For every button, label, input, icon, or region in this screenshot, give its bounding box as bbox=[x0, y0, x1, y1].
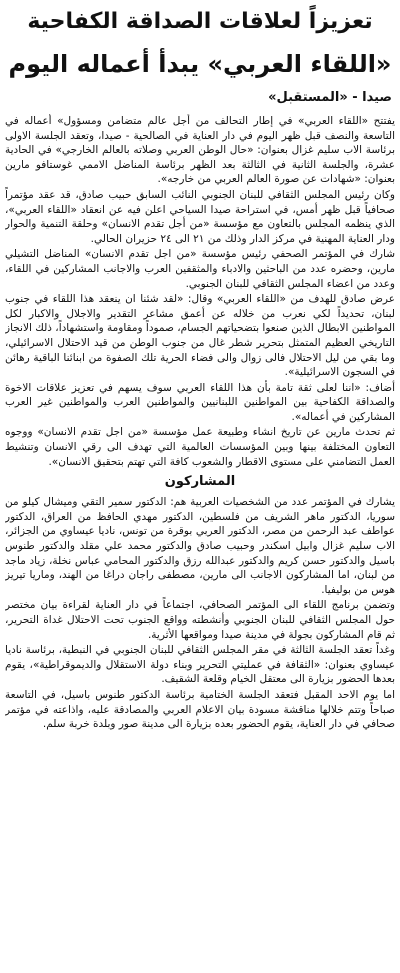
article-paragraph: اما يوم الاحد المقبل فتعقد الجلسة الختامية برئاسة الدكتور طنوس باسيل، في التاسعة صباحاً وتتم خلالها مناقشة مسودة بيان الاعلام العربي والمصادقة عليه، واذاعته في مؤتمر صحافي في دار العناية، يقوم الحضور بعده بزيارة الى مدينة صور وبلدة خربة سلم. bbox=[5, 688, 395, 731]
article-paragraph: عرض صادق للهدف من «اللقاء العربي» وقال: «لقد شئنا ان ينعقد هذا اللقاء في جنوب لبنان، تحديداً لكي نعرب من خلاله عن أعمق مشاعر التقدير والاجلال والاكبار لكل المواطنين الابطال الذين صنعوا بتضحياتهم الجسام، صموداً ومقاومة واستشهاداً، ذلك الانجاز التاريخي العظيم المتمثل بتحرير شطر غال من جنوب الوطن من قيد الاحتلال الاسرائيلي، وما بقي من ليل الاحتلال فالى زوال والى فضاء الحرية تلك الصفوة من ابنائنا الباقية رهائن في السجون الاسرائيلية». bbox=[5, 293, 395, 379]
headline: «اللقاء العربي» يبدأ أعماله اليوم bbox=[8, 50, 392, 78]
byline: صيدا - «المستقبل» bbox=[268, 90, 392, 105]
article-paragraph: وتضمن برنامج اللقاء الى المؤتمر الصحافي، اجتماعاً في دار العناية لقراءة بيان مختصر حول المجلس الثقافي للبنان الجنوبي وأنشطته وواقع الجنوب تحت الاحتلال غداة التحرير، ثم قام المشاركون بجولة في مدينة صيدا ومواقعها الأثرية. bbox=[5, 599, 395, 641]
article-paragraph: يفتتح «اللقاء العربي» في إطار التحالف من أجل عالم متضامن ومسؤول» أعماله في التاسعة والنصف قبل ظهر اليوم في دار العناية في الصالحية - صيدا، وتعقد الجلسة الاولى برئاسة الاب سليم غزال بعنوان: «حال الوطن العربي وصلاته بالعالم الخارجي» في الحادية عشرة، والجلسة الثانية في الثالثة بعد الظهر برئاسة المناضل الاممي غوستافو مارين بعنوان: «شهادات عن صورة العالم العربي من خارجه». bbox=[5, 115, 395, 186]
article-paragraph: وكان رئيس المجلس الثقافي للبنان الجنوبي النائب السابق حبيب صادق، قد عقد مؤتمراً صحافياً قبل ظهر أمس، في استراحة صيدا السياحي اعلن فيه عن انعقاد «اللقاء العربي»، الذي ينظمه المجلس بالتعاون مع مؤسسة «من أجل تقدم الانسان» وحلقة التنمية والحوار ودار العناية المهنية في مركز الدار وذلك من ٢١ الى ٢٤ حزيران الحالي. bbox=[5, 188, 395, 245]
headline-kicker: تعزيزاً لعلاقات الصداقة الكفاحية bbox=[27, 9, 373, 34]
article-paragraph: شارك في المؤتمر الصحفي رئيس مؤسسة «من اجل تقدم الانسان» المناضل التشيلي مارين، وحضره عدد من الباحثين والادباء والمثقفين العرب والاجانب المشاركين في اللقاء، وعدد من اعضاء المجلس الثقافي للبنان الجنوبي. bbox=[5, 248, 395, 290]
article-paragraph: وغداً تعقد الجلسة الثالثة في مقر المجلس الثقافي للبنان الجنوبي في النبطية، برئاسة ناديا عيساوي بعنوان: «الثقافة في عمليتي التحرير وبناء دولة الاستقلال والديموقراطية»، يقوم بعدها الحضور بزيارة الى معتقل الخيام وقلعة الشقيف. bbox=[5, 644, 395, 686]
article-paragraph: ثم تحدث مارين عن تاريخ انشاء وطبيعة عمل مؤسسة «من اجل تقدم الانسان» ووجوه التعاون المختلفة بينها وبين المؤسسات العالمية التي تهدف الى رقي الانسان وتنشيط العمل التضامني على مستوى الاقطار والشعوب كافة التي تهتم بتحقيق الانسان». bbox=[5, 426, 395, 468]
article-paragraph: يشارك في المؤتمر عدد من الشخصيات العربية هم: الدكتور سمير التقي وميشال كيلو من سوريا، الدكتور ماهر الشريف من فلسطين، الدكتور مهدي الحافظ من العراق، الدكتور عواطف عبد الرحمن من مصر، الدكتور العربي بوقرة من تونس، ناديا عيساوي من الجزائر، الاب سليم غزال وابيل اسكندر وحبيب صادق والدكتور محمد علي مقلد والدكتور طنوس باسيل والدكتور حسن كريم والدكتور عبدالله رزق والدكتور المحامي عباس نخلة، زياد ماجد من لبنان، اما المشاركون الاجانب الى مارين، مصطفى راجان دراغا من الهند، وماريا تيريز هوس من بوليفيا. bbox=[5, 496, 395, 596]
article-paragraph: أضاف: «اننا لعلى ثقة تامة بأن هذا اللقاء العربي سوف يسهم في تعزيز علاقات الاخوة والصداقة الكفاحية بين المواطنين اللبنانيين والمواطنين العرب والمواطنين غير العرب المشاركين في أعماله». bbox=[5, 381, 395, 423]
section-subheading: المشاركون bbox=[164, 474, 236, 490]
article-body bbox=[5, 114, 395, 967]
